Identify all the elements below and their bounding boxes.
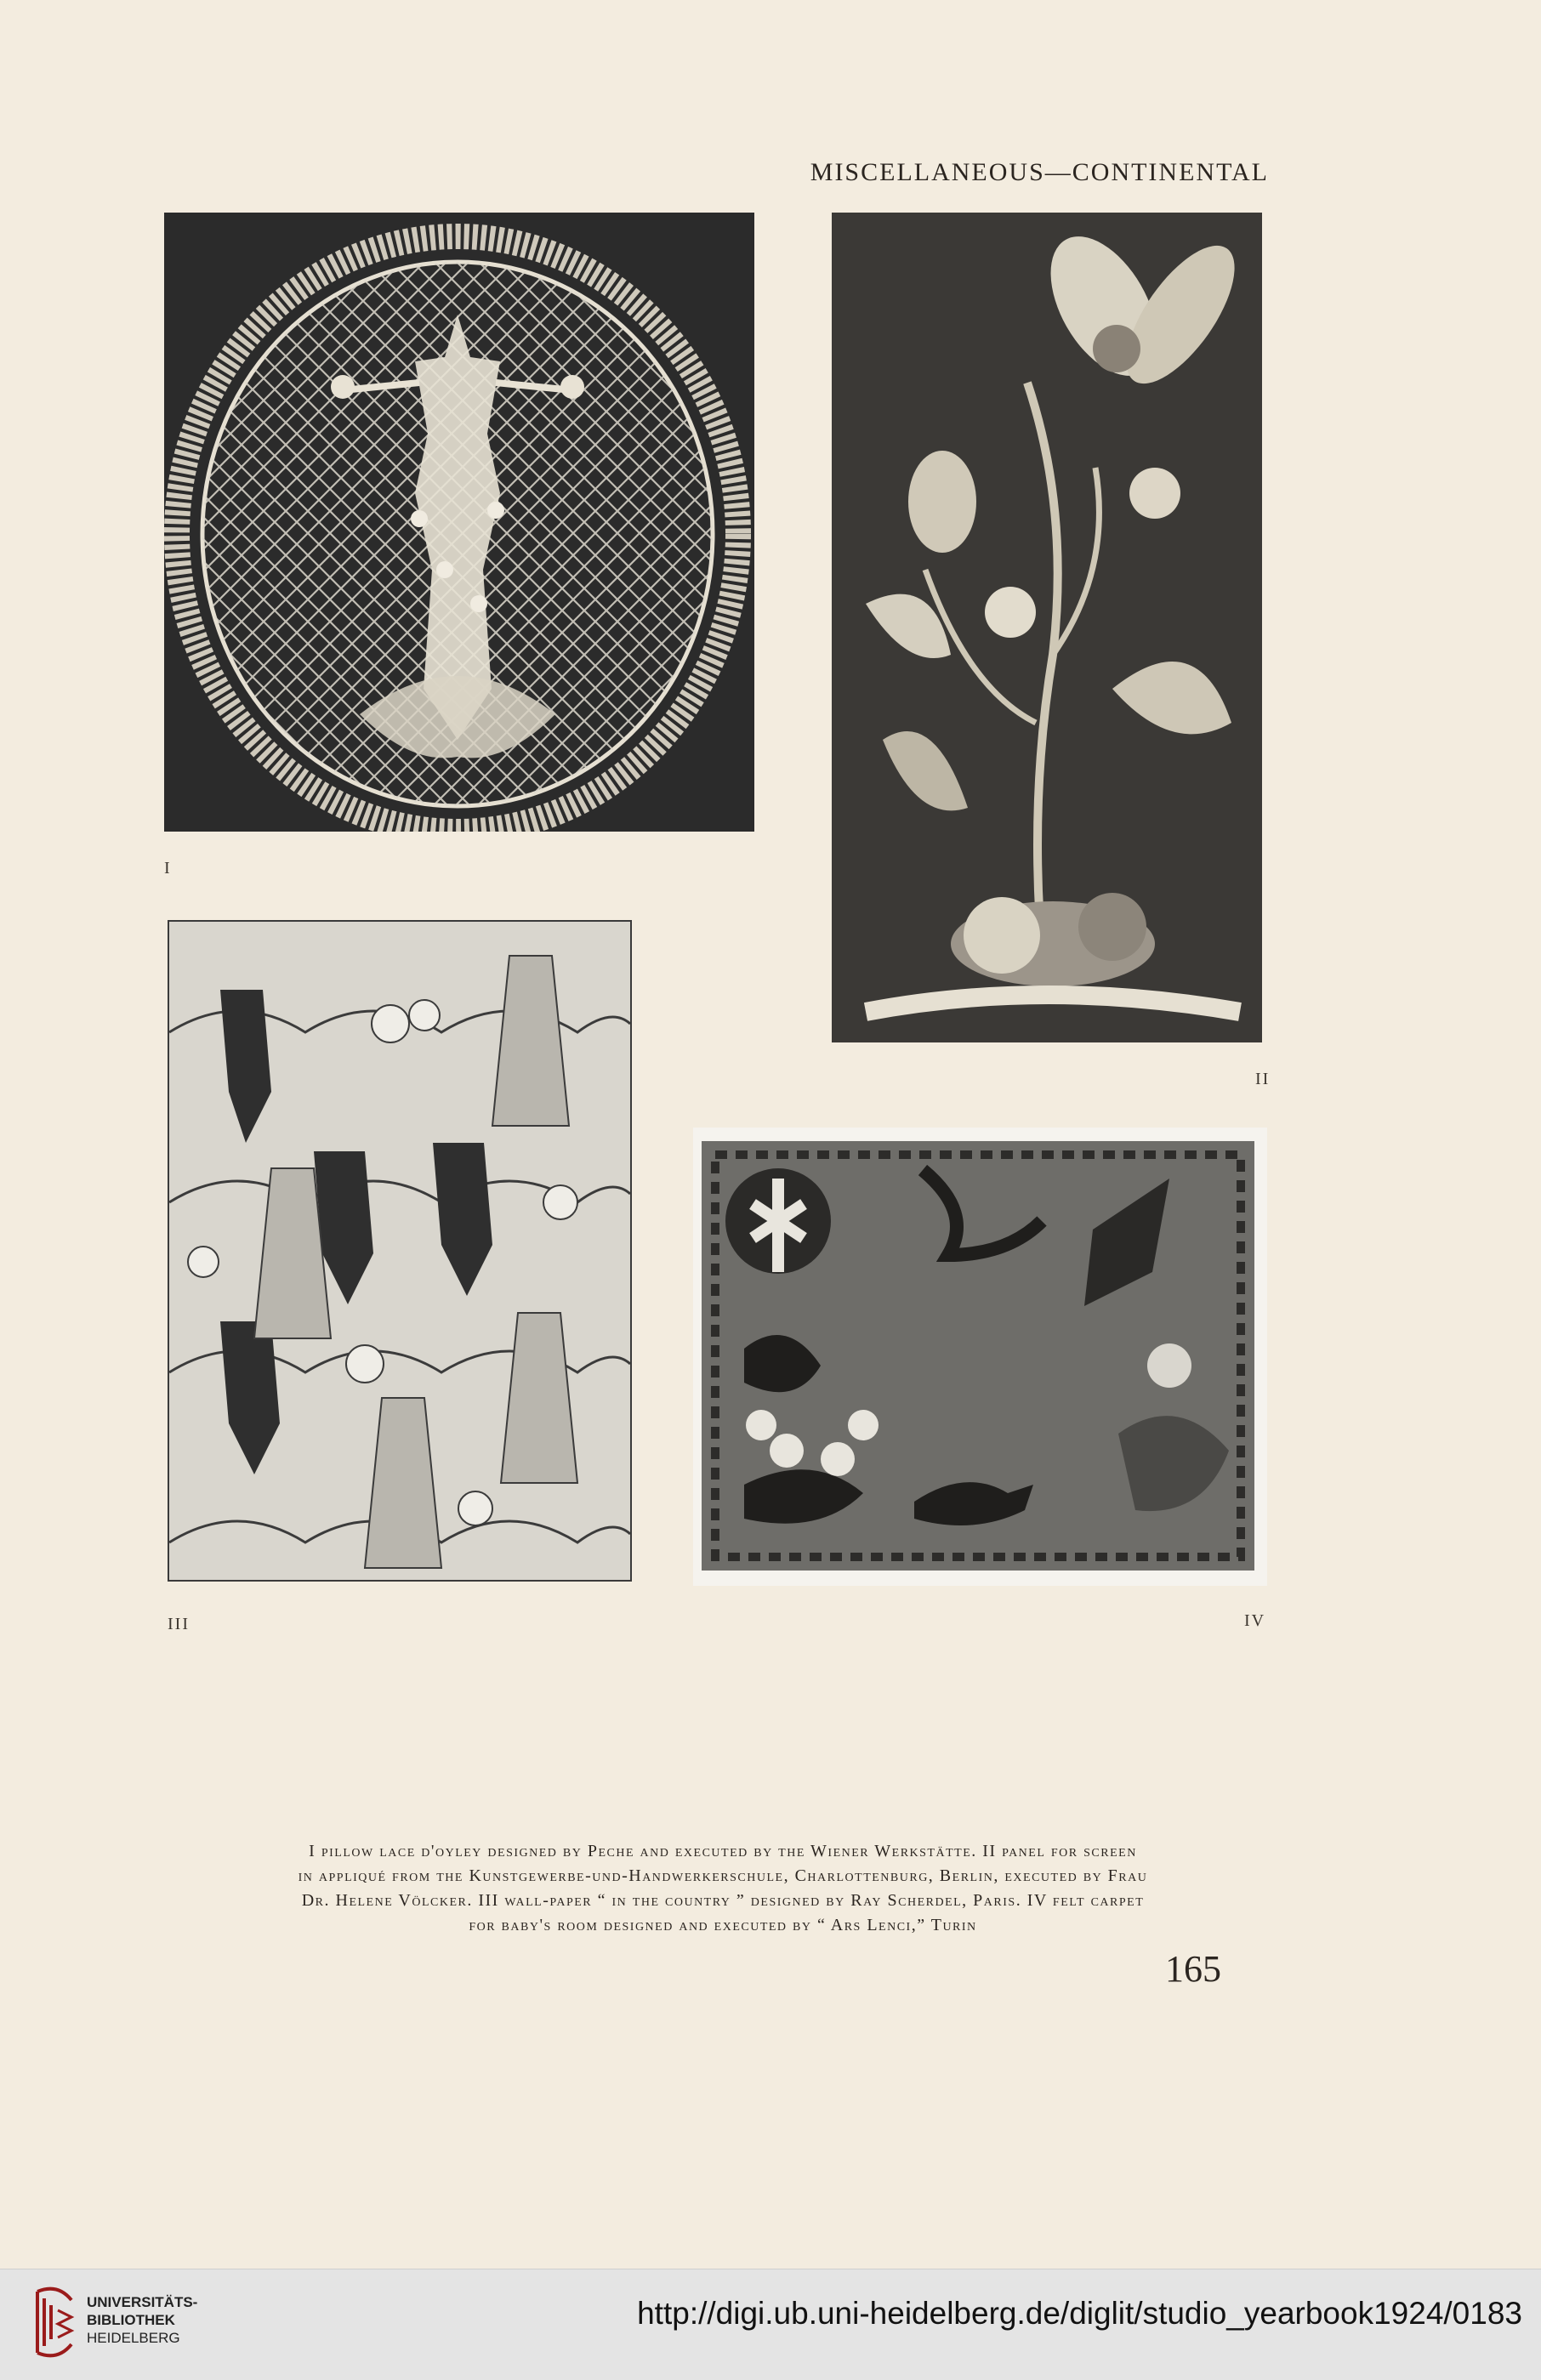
plate-iv-felt-carpet <box>693 1128 1267 1586</box>
caption-line-1: I pillow lace d'oyley designed by Peche and executed by the Wiener Werkstätte. II panel for screen <box>309 1842 1137 1860</box>
wallpaper-country-pattern-icon <box>169 922 630 1580</box>
plate-ii-label: II <box>1255 1070 1271 1088</box>
plate-iii-wallpaper <box>168 920 632 1582</box>
lace-doily-figure-icon <box>164 213 754 832</box>
plate-i-label: I <box>164 859 172 878</box>
library-line-2: BIBLIOTHEK <box>87 2312 175 2328</box>
applique-flower-panel-icon <box>832 213 1262 1042</box>
library-name[interactable] <box>87 2293 197 2347</box>
plate-iii-label: III <box>168 1615 190 1633</box>
felt-carpet-animals-icon <box>693 1128 1267 1586</box>
plate-i-lace-doily <box>164 213 754 832</box>
caption-line-3: Dr. Helene Völcker. III wall-paper “ in the country ” designed by Ray Scherdel, Paris. IV felt carpet <box>301 1891 1145 1910</box>
library-line-3: HEIDELBERG <box>87 2330 180 2346</box>
caption-line-2: in appliqué from the Kunstgewerbe-und-Handwerkerschule, Charlottenburg, Berlin, executed by Frau <box>298 1866 1148 1885</box>
plate-iv-label: IV <box>1244 1611 1266 1630</box>
running-title: MISCELLANEOUS—CONTINENTAL <box>810 158 1269 186</box>
caption-line-4: for baby's room designed and executed by “ Ars Lenci,” Turin <box>469 1916 977 1934</box>
source-url-link[interactable]: http://digi.ub.uni-heidelberg.de/diglit/studio_yearbook1924/0183 <box>637 2296 1522 2331</box>
plate-caption <box>157 1839 1288 1938</box>
ub-heidelberg-logo-icon[interactable] <box>32 2283 77 2361</box>
library-line-1: UNIVERSITÄTS- <box>87 2294 198 2310</box>
plate-ii-applique-panel <box>832 213 1262 1042</box>
page-number: 165 <box>1165 1948 1221 1990</box>
